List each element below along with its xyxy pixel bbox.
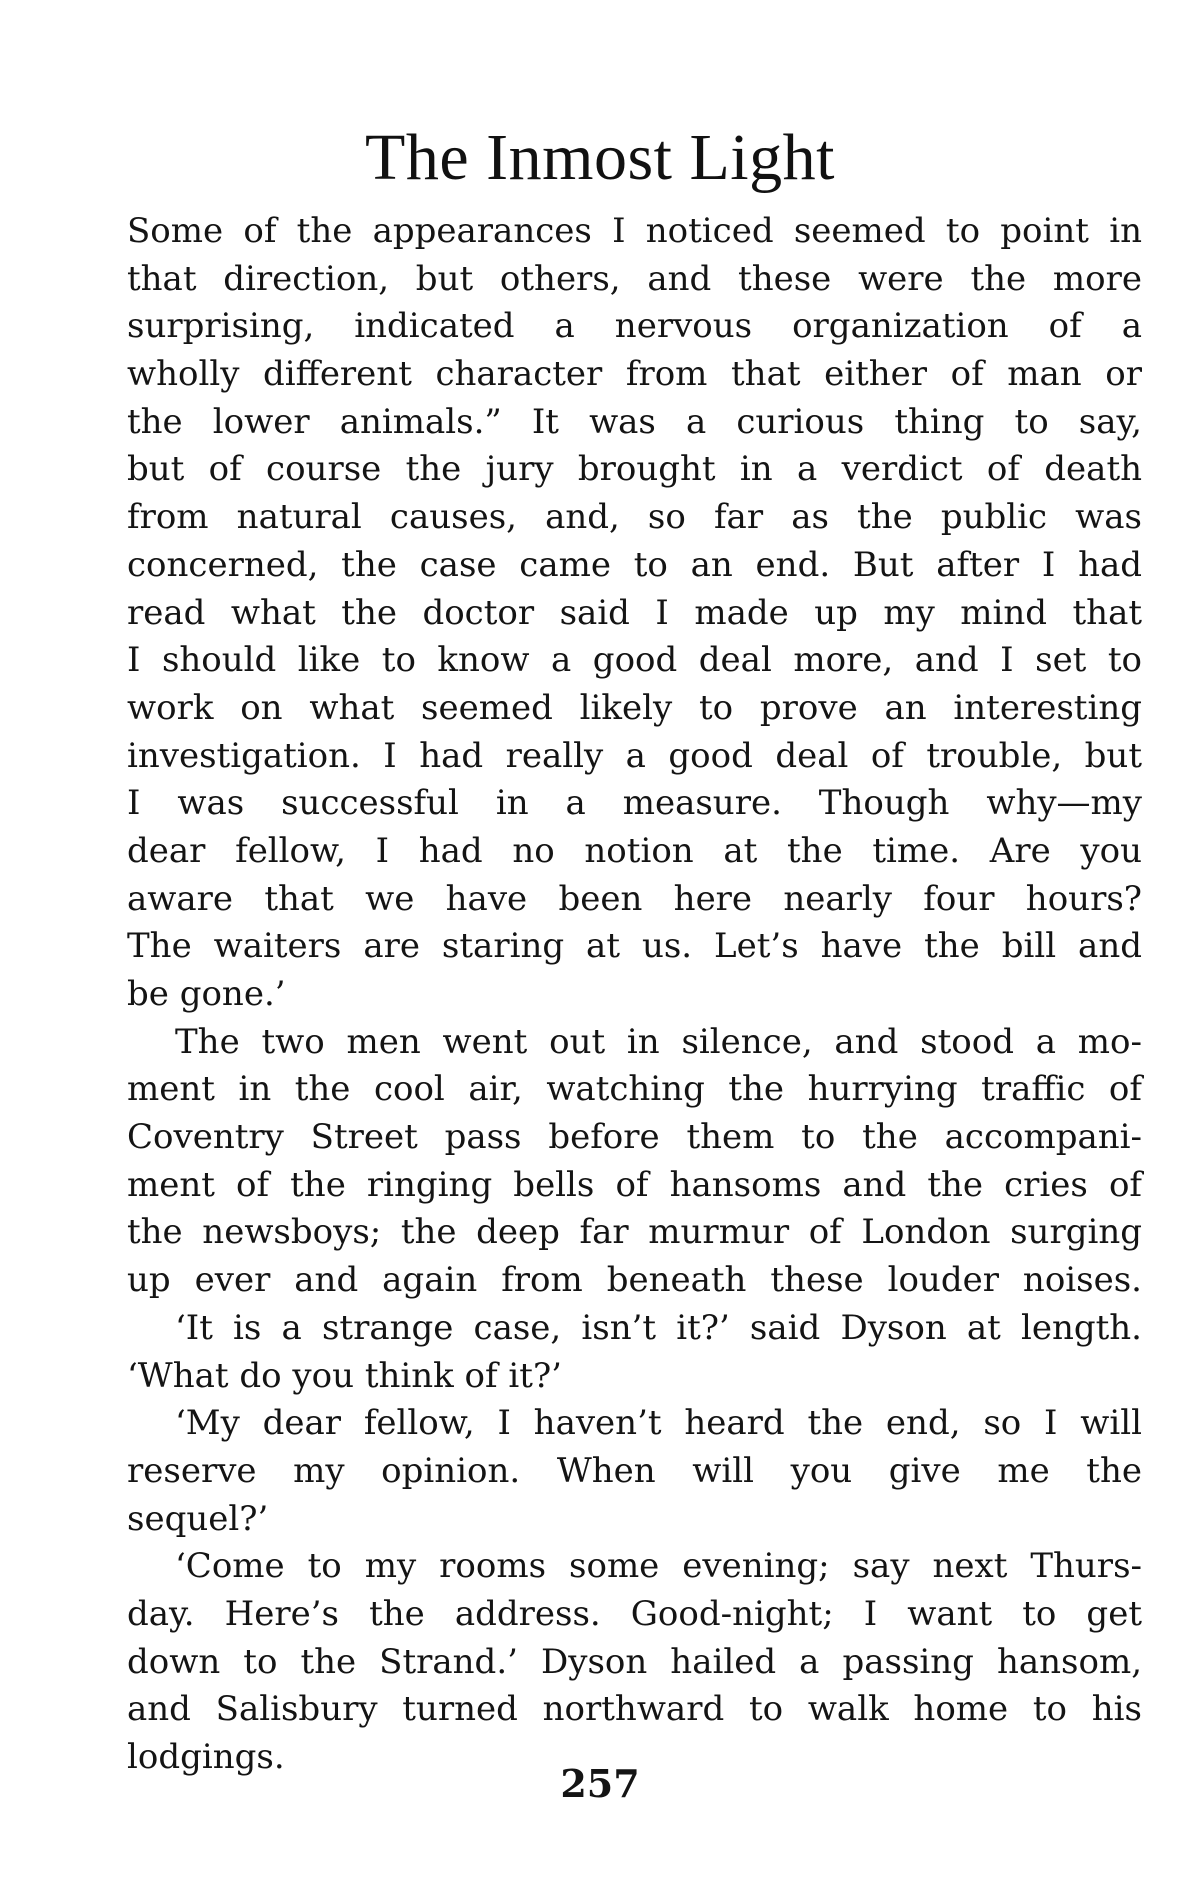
- page-number: 257: [560, 1761, 640, 1806]
- text-line: that direction, but others, and these were the more: [127, 258, 1142, 299]
- text-line: ‘Come to my rooms some evening; say next Thurs-: [175, 1546, 1142, 1587]
- text-line: but of course the jury brought in a verdict of death: [127, 449, 1142, 490]
- text-line: be gone.’: [127, 974, 286, 1014]
- text-line: lodgings.: [127, 1737, 285, 1777]
- text-line: the newsboys; the deep far murmur of London surging: [127, 1212, 1142, 1253]
- text-line: day. Here’s the address. Good-night; I want to get: [127, 1593, 1142, 1634]
- text-line: and Salisbury turned northward to walk home to his: [127, 1689, 1142, 1730]
- text-line: concerned, the case came to an end. But after I had: [127, 544, 1142, 585]
- text-line: Some of the appearances I noticed seemed to point in: [127, 211, 1142, 251]
- text-line: up ever and again from beneath these louder noises.: [127, 1260, 1142, 1301]
- text-line: aware that we have been here nearly four hours?: [127, 878, 1142, 919]
- text-line: dear fellow, I had no notion at the time. Are you: [127, 830, 1142, 871]
- text-line: the lower animals.” It was a curious thing to say,: [127, 401, 1142, 442]
- text-line: ment in the cool air, watching the hurrying traffic of: [127, 1069, 1142, 1110]
- text-line: sequel?’: [127, 1498, 269, 1539]
- text-line: work on what seemed likely to prove an interesting: [127, 687, 1142, 728]
- running-title: The Inmost Light: [365, 121, 835, 194]
- text-line: surprising, indicated a nervous organization of a: [127, 306, 1142, 347]
- text-line: The waiters are staring at us. Let’s have the bill and: [127, 926, 1142, 967]
- text-line: Coventry Street pass before them to the accompani-: [127, 1117, 1142, 1158]
- text-line: The two men went out in silence, and stood a mo-: [175, 1021, 1142, 1062]
- text-line: read what the doctor said I made up my mind that: [127, 592, 1142, 633]
- text-line: from natural causes, and, so far as the public was: [127, 497, 1142, 538]
- body-text: [127, 208, 1142, 1782]
- text-line: reserve my opinion. When will you give me the: [127, 1450, 1142, 1491]
- text-line: ment of the ringing bells of hansoms and the cries of: [127, 1164, 1142, 1205]
- text-line: I was successful in a measure. Though why—my: [127, 783, 1142, 824]
- text-line: down to the Strand.’ Dyson hailed a passing hansom,: [127, 1641, 1142, 1682]
- text-line: I should like to know a good deal more, and I set to: [127, 640, 1142, 681]
- text-line: investigation. I had really a good deal of trouble, but: [127, 735, 1142, 776]
- text-line: ‘It is a strange case, isn’t it?’ said Dyson at length.: [175, 1307, 1142, 1348]
- text-line: ‘My dear fellow, I haven’t heard the end, so I will: [175, 1403, 1142, 1444]
- text-line: ‘What do you think of it?’: [127, 1355, 562, 1396]
- text-line: wholly different character from that either of man or: [127, 354, 1142, 395]
